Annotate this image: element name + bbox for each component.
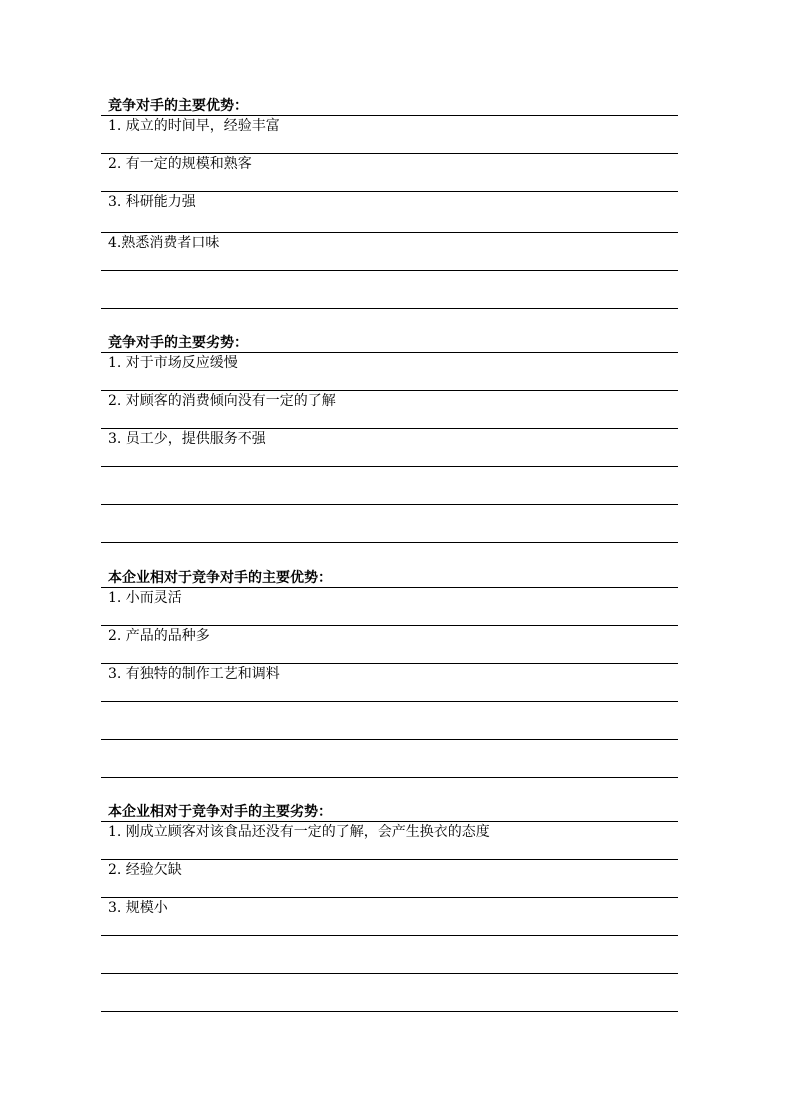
list-item-text: 3. 规模小 bbox=[108, 900, 168, 916]
section-title: 竞争对手的主要优势： bbox=[101, 98, 678, 116]
list-item bbox=[101, 664, 678, 702]
blank-line bbox=[101, 936, 678, 974]
section-competitor-strengths bbox=[101, 98, 678, 309]
section-own-weaknesses bbox=[101, 804, 678, 1012]
blank-line bbox=[101, 740, 678, 778]
section-title: 竞争对手的主要劣势： bbox=[101, 335, 678, 353]
blank-line bbox=[101, 271, 678, 309]
list-item-text: 3. 科研能力强 bbox=[108, 194, 196, 210]
blank-line bbox=[101, 702, 678, 740]
list-item-text: 4.熟悉消费者口味 bbox=[108, 235, 220, 251]
list-item-text: 1. 对于市场反应缓慢 bbox=[108, 355, 238, 371]
list-item-text: 3. 员工少，提供服务不强 bbox=[108, 431, 266, 447]
section-competitor-weaknesses bbox=[101, 335, 678, 543]
list-item bbox=[101, 154, 678, 192]
list-item bbox=[101, 898, 678, 936]
list-item-text: 2. 对顾客的消费倾向没有一定的了解 bbox=[108, 393, 336, 409]
list-item bbox=[101, 626, 678, 664]
list-item bbox=[101, 233, 678, 271]
list-item bbox=[101, 353, 678, 391]
blank-line bbox=[101, 467, 678, 505]
list-item-text: 1. 刚成立顾客对该食品还没有一定的了解，会产生换衣的态度 bbox=[108, 824, 490, 840]
list-item bbox=[101, 588, 678, 626]
blank-line bbox=[101, 505, 678, 543]
section-title: 本企业相对于竞争对手的主要优势： bbox=[101, 570, 678, 588]
section-own-strengths bbox=[101, 570, 678, 778]
list-item-text: 2. 经验欠缺 bbox=[108, 862, 182, 878]
list-item-text: 2. 有一定的规模和熟客 bbox=[108, 156, 252, 172]
list-item bbox=[101, 822, 678, 860]
list-item bbox=[101, 391, 678, 429]
list-item-text: 1. 成立的时间早，经验丰富 bbox=[108, 118, 280, 134]
list-item bbox=[101, 116, 678, 154]
blank-line bbox=[101, 974, 678, 1012]
section-title: 本企业相对于竞争对手的主要劣势： bbox=[101, 804, 678, 822]
list-item bbox=[101, 429, 678, 467]
list-item-text: 3. 有独特的制作工艺和调料 bbox=[108, 666, 280, 682]
list-item-text: 2. 产品的品种多 bbox=[108, 628, 210, 644]
list-item bbox=[101, 192, 678, 233]
list-item-text: 1. 小而灵活 bbox=[108, 590, 182, 606]
list-item bbox=[101, 860, 678, 898]
